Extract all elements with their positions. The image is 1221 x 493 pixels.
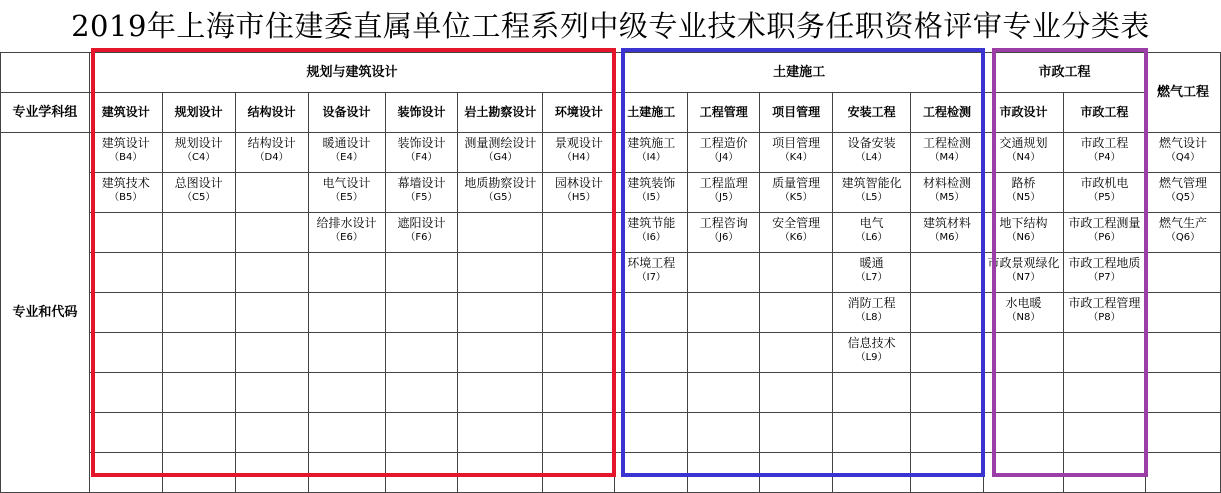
specialty-name: 质量管理 bbox=[772, 176, 821, 190]
specialty-name: 项目管理 bbox=[772, 136, 821, 150]
code-cell bbox=[162, 293, 235, 333]
code-cell bbox=[235, 373, 308, 413]
code-cell bbox=[983, 333, 1063, 373]
specialty-code: （Q6） bbox=[1165, 232, 1201, 243]
specialty-name: 市政机电 bbox=[1080, 176, 1129, 190]
specialty-name: 暖通 bbox=[859, 256, 884, 270]
specialty-code: （C4） bbox=[182, 152, 216, 163]
specialty-code: （Q4） bbox=[1165, 152, 1201, 163]
specialty-name: 规划设计 bbox=[174, 136, 223, 150]
specialty-code: （P8） bbox=[1088, 312, 1121, 323]
specialty-name: 建筑材料 bbox=[923, 216, 972, 230]
code-cell bbox=[911, 373, 984, 413]
code-cell bbox=[458, 133, 543, 173]
specialty-name: 建筑设计 bbox=[101, 136, 150, 150]
specialty-name: 总图设计 bbox=[174, 176, 223, 190]
group-header: 规划与建筑设计 bbox=[89, 53, 615, 93]
code-cell bbox=[760, 373, 833, 413]
code-cell bbox=[543, 293, 615, 333]
code-cell bbox=[1145, 413, 1220, 453]
code-cell bbox=[911, 293, 984, 333]
specialty-name: 暖通设计 bbox=[322, 136, 371, 150]
specialty-code: （J6） bbox=[709, 232, 739, 243]
specialty-code: （C5） bbox=[182, 192, 216, 203]
code-cell bbox=[1063, 173, 1145, 213]
subject-header: 装饰设计 bbox=[385, 93, 458, 133]
code-cell bbox=[911, 133, 984, 173]
code-cell bbox=[385, 373, 458, 413]
specialty-code: （K6） bbox=[779, 232, 813, 243]
group-header: 市政工程 bbox=[983, 53, 1145, 93]
specialty-name: 景观设计 bbox=[554, 136, 603, 150]
code-cell bbox=[235, 173, 308, 213]
specialty-code: （J4） bbox=[709, 152, 739, 163]
specialty-name: 建筑技术 bbox=[101, 176, 150, 190]
subject-header: 工程管理 bbox=[688, 93, 760, 133]
code-cell bbox=[911, 413, 984, 453]
code-cell bbox=[385, 453, 458, 493]
code-cell bbox=[833, 333, 911, 373]
classification-table bbox=[0, 52, 1221, 493]
code-cell bbox=[385, 173, 458, 213]
specialty-code: （M4） bbox=[929, 152, 965, 163]
code-cell bbox=[308, 293, 385, 333]
code-cell bbox=[308, 213, 385, 253]
code-cell bbox=[1145, 133, 1220, 173]
code-cell bbox=[458, 213, 543, 253]
code-cell bbox=[543, 173, 615, 213]
subject-header: 规划设计 bbox=[162, 93, 235, 133]
code-cell bbox=[688, 213, 760, 253]
specialty-code: （I6） bbox=[636, 232, 666, 243]
specialty-name: 市政景观绿化 bbox=[987, 256, 1060, 270]
subject-header: 设备设计 bbox=[308, 93, 385, 133]
code-cell bbox=[1145, 453, 1220, 493]
specialty-name: 工程检测 bbox=[923, 136, 972, 150]
code-cell bbox=[688, 253, 760, 293]
specialty-code: （G4） bbox=[483, 152, 518, 163]
specialty-name: 材料检测 bbox=[923, 176, 972, 190]
specialty-code: （B4） bbox=[109, 152, 143, 163]
specialty-code: （H4） bbox=[561, 152, 596, 163]
specialty-name: 信息技术 bbox=[847, 336, 896, 350]
code-cell bbox=[162, 373, 235, 413]
specialty-code: （L5） bbox=[855, 192, 888, 203]
specialty-code: （I7） bbox=[636, 272, 666, 283]
code-cell bbox=[1063, 133, 1145, 173]
code-cell bbox=[308, 453, 385, 493]
specialty-name: 园林设计 bbox=[554, 176, 603, 190]
specialty-name: 安全管理 bbox=[772, 216, 821, 230]
specialty-code: （E5） bbox=[330, 192, 363, 203]
code-cell bbox=[615, 413, 688, 453]
code-cell bbox=[308, 373, 385, 413]
specialty-name: 市政工程管理 bbox=[1068, 296, 1141, 310]
specialty-code: （P6） bbox=[1088, 232, 1121, 243]
code-cell bbox=[162, 213, 235, 253]
specialty-code: （K4） bbox=[779, 152, 813, 163]
specialty-code: （D4） bbox=[254, 152, 289, 163]
specialty-code: （L6） bbox=[855, 232, 888, 243]
code-cell bbox=[308, 133, 385, 173]
code-cell bbox=[385, 333, 458, 373]
specialty-name: 建筑智能化 bbox=[841, 176, 902, 190]
code-cell bbox=[89, 373, 162, 413]
code-cell bbox=[1063, 333, 1145, 373]
code-cell bbox=[89, 453, 162, 493]
code-cell bbox=[385, 293, 458, 333]
specialty-code: （L7） bbox=[855, 272, 888, 283]
specialty-code: （I4） bbox=[636, 152, 666, 163]
specialty-name: 市政工程 bbox=[1080, 136, 1129, 150]
specialty-name: 电气 bbox=[859, 216, 884, 230]
code-cell bbox=[308, 253, 385, 293]
code-cell bbox=[89, 173, 162, 213]
specialty-code: （P4） bbox=[1088, 152, 1121, 163]
specialty-code: （F6） bbox=[405, 232, 438, 243]
specialty-code: （M6） bbox=[929, 232, 965, 243]
specialty-name: 建筑施工 bbox=[627, 136, 676, 150]
code-cell bbox=[911, 173, 984, 213]
specialty-name: 遮阳设计 bbox=[397, 216, 446, 230]
subject-header: 岩土勘察设计 bbox=[458, 93, 543, 133]
code-cell bbox=[308, 173, 385, 213]
code-cell bbox=[911, 253, 984, 293]
code-cell bbox=[89, 333, 162, 373]
standalone-group-header: 燃气工程 bbox=[1145, 53, 1220, 133]
code-cell bbox=[615, 213, 688, 253]
code-cell bbox=[458, 253, 543, 293]
code-cell bbox=[1145, 253, 1220, 293]
code-cell bbox=[1145, 213, 1220, 253]
code-cell bbox=[833, 453, 911, 493]
subject-header: 项目管理 bbox=[760, 93, 833, 133]
code-cell bbox=[688, 453, 760, 493]
subject-header: 建筑设计 bbox=[89, 93, 162, 133]
specialty-code: （J5） bbox=[709, 192, 739, 203]
code-cell bbox=[543, 333, 615, 373]
code-cell bbox=[458, 173, 543, 213]
code-cell bbox=[385, 213, 458, 253]
code-cell bbox=[458, 333, 543, 373]
code-cell bbox=[760, 173, 833, 213]
code-cell bbox=[983, 453, 1063, 493]
subject-header: 工程检测 bbox=[911, 93, 984, 133]
code-cell bbox=[760, 293, 833, 333]
code-cell bbox=[760, 133, 833, 173]
code-cell bbox=[1063, 453, 1145, 493]
code-cell bbox=[162, 453, 235, 493]
code-cell bbox=[89, 133, 162, 173]
code-cell bbox=[235, 453, 308, 493]
specialty-code: （P7） bbox=[1088, 272, 1121, 283]
specialty-name: 燃气设计 bbox=[1158, 136, 1207, 150]
row-label-subject: 专业学科组 bbox=[1, 93, 90, 133]
specialty-name: 建筑装饰 bbox=[627, 176, 676, 190]
code-cell bbox=[688, 133, 760, 173]
code-cell bbox=[235, 413, 308, 453]
code-cell bbox=[458, 453, 543, 493]
code-cell bbox=[760, 213, 833, 253]
code-cell bbox=[615, 293, 688, 333]
code-cell bbox=[1145, 333, 1220, 373]
code-cell bbox=[385, 133, 458, 173]
code-cell bbox=[983, 133, 1063, 173]
specialty-code: （K5） bbox=[779, 192, 813, 203]
code-cell bbox=[833, 293, 911, 333]
code-cell bbox=[688, 293, 760, 333]
specialty-name: 地质勘察设计 bbox=[464, 176, 537, 190]
specialty-name: 消防工程 bbox=[847, 296, 896, 310]
code-cell bbox=[235, 333, 308, 373]
specialty-name: 水电暖 bbox=[1005, 296, 1042, 310]
specialty-code: （H5） bbox=[561, 192, 596, 203]
specialty-name: 环境工程 bbox=[627, 256, 676, 270]
code-cell bbox=[458, 373, 543, 413]
specialty-name: 幕墙设计 bbox=[397, 176, 446, 190]
specialty-code: （B5） bbox=[109, 192, 143, 203]
code-cell bbox=[911, 333, 984, 373]
code-cell bbox=[1145, 293, 1220, 333]
code-cell bbox=[458, 413, 543, 453]
code-cell bbox=[458, 293, 543, 333]
code-cell bbox=[308, 333, 385, 373]
code-cell bbox=[615, 373, 688, 413]
code-cell bbox=[162, 253, 235, 293]
specialty-code: （N5） bbox=[1006, 192, 1041, 203]
specialty-code: （E6） bbox=[330, 232, 363, 243]
specialty-code: （N6） bbox=[1006, 232, 1041, 243]
subject-header: 安装工程 bbox=[833, 93, 911, 133]
code-cell bbox=[760, 253, 833, 293]
code-cell bbox=[543, 253, 615, 293]
specialty-name: 设备安装 bbox=[847, 136, 896, 150]
specialty-code: （L9） bbox=[855, 352, 888, 363]
subject-header: 土建施工 bbox=[615, 93, 688, 133]
code-cell bbox=[162, 133, 235, 173]
specialty-code: （L4） bbox=[855, 152, 888, 163]
specialty-name: 装饰设计 bbox=[397, 136, 446, 150]
code-cell bbox=[89, 253, 162, 293]
code-cell bbox=[688, 413, 760, 453]
code-cell bbox=[615, 133, 688, 173]
code-cell bbox=[162, 173, 235, 213]
code-cell bbox=[1063, 213, 1145, 253]
code-cell bbox=[543, 133, 615, 173]
code-cell bbox=[162, 333, 235, 373]
code-cell bbox=[89, 213, 162, 253]
code-cell bbox=[833, 413, 911, 453]
code-cell bbox=[833, 253, 911, 293]
specialty-name: 市政工程地质 bbox=[1068, 256, 1141, 270]
row-label-code: 专业和代码 bbox=[1, 133, 90, 493]
code-cell bbox=[235, 253, 308, 293]
specialty-code: （G5） bbox=[483, 192, 518, 203]
specialty-code: （F4） bbox=[405, 152, 438, 163]
code-cell bbox=[688, 173, 760, 213]
page-title: 2019年上海市住建委直属单位工程系列中级专业技术职务任职资格评审专业分类表 bbox=[71, 9, 1150, 43]
code-cell bbox=[983, 173, 1063, 213]
code-cell bbox=[833, 133, 911, 173]
specialty-code: （E4） bbox=[330, 152, 363, 163]
specialty-name: 地下结构 bbox=[999, 216, 1048, 230]
specialty-code: （N8） bbox=[1006, 312, 1041, 323]
code-cell bbox=[385, 413, 458, 453]
code-cell bbox=[688, 333, 760, 373]
code-cell bbox=[911, 213, 984, 253]
specialty-name: 给排水设计 bbox=[316, 216, 377, 230]
code-cell bbox=[543, 213, 615, 253]
code-cell bbox=[385, 253, 458, 293]
subject-header: 环境设计 bbox=[543, 93, 615, 133]
specialty-code: （M5） bbox=[929, 192, 965, 203]
subject-header: 结构设计 bbox=[235, 93, 308, 133]
code-cell bbox=[1063, 373, 1145, 413]
code-cell bbox=[162, 413, 235, 453]
code-cell bbox=[1063, 293, 1145, 333]
code-cell bbox=[833, 213, 911, 253]
specialty-name: 工程造价 bbox=[699, 136, 748, 150]
specialty-name: 建筑节能 bbox=[627, 216, 676, 230]
specialty-name: 燃气管理 bbox=[1158, 176, 1207, 190]
group-header: 土建施工 bbox=[615, 53, 984, 93]
code-cell bbox=[983, 413, 1063, 453]
specialty-name: 工程监理 bbox=[699, 176, 748, 190]
code-cell bbox=[688, 373, 760, 413]
code-cell bbox=[833, 173, 911, 213]
code-cell bbox=[1063, 413, 1145, 453]
code-cell bbox=[833, 373, 911, 413]
code-cell bbox=[615, 333, 688, 373]
code-cell bbox=[235, 293, 308, 333]
code-cell bbox=[760, 333, 833, 373]
specialty-name: 结构设计 bbox=[247, 136, 296, 150]
code-cell bbox=[543, 413, 615, 453]
specialty-name: 工程咨询 bbox=[699, 216, 748, 230]
code-cell bbox=[760, 413, 833, 453]
code-cell bbox=[760, 453, 833, 493]
code-cell bbox=[983, 373, 1063, 413]
code-cell bbox=[235, 213, 308, 253]
code-cell bbox=[615, 453, 688, 493]
specialty-code: （N4） bbox=[1006, 152, 1041, 163]
code-cell bbox=[1063, 253, 1145, 293]
code-cell bbox=[615, 173, 688, 213]
code-cell bbox=[1145, 173, 1220, 213]
subject-header: 市政设计 bbox=[983, 93, 1063, 133]
specialty-code: （N7） bbox=[1006, 272, 1041, 283]
code-cell bbox=[1145, 373, 1220, 413]
specialty-name: 市政工程测量 bbox=[1068, 216, 1141, 230]
specialty-code: （L8） bbox=[855, 312, 888, 323]
specialty-code: （Q5） bbox=[1165, 192, 1201, 203]
specialty-code: （F5） bbox=[405, 192, 438, 203]
code-cell bbox=[235, 133, 308, 173]
specialty-code: （I5） bbox=[636, 192, 666, 203]
code-cell bbox=[983, 213, 1063, 253]
code-cell bbox=[983, 253, 1063, 293]
code-cell bbox=[615, 253, 688, 293]
code-cell bbox=[308, 413, 385, 453]
corner-cell bbox=[1, 53, 90, 93]
specialty-name: 测量测绘设计 bbox=[464, 136, 537, 150]
code-cell bbox=[89, 413, 162, 453]
specialty-code: （P5） bbox=[1088, 192, 1121, 203]
code-cell bbox=[89, 293, 162, 333]
specialty-name: 路桥 bbox=[1011, 176, 1036, 190]
subject-header: 市政工程 bbox=[1063, 93, 1145, 133]
specialty-name: 交通规划 bbox=[999, 136, 1048, 150]
specialty-name: 燃气生产 bbox=[1158, 216, 1207, 230]
code-cell bbox=[543, 373, 615, 413]
specialty-name: 电气设计 bbox=[322, 176, 371, 190]
code-cell bbox=[911, 453, 984, 493]
code-cell bbox=[543, 453, 615, 493]
code-cell bbox=[983, 293, 1063, 333]
